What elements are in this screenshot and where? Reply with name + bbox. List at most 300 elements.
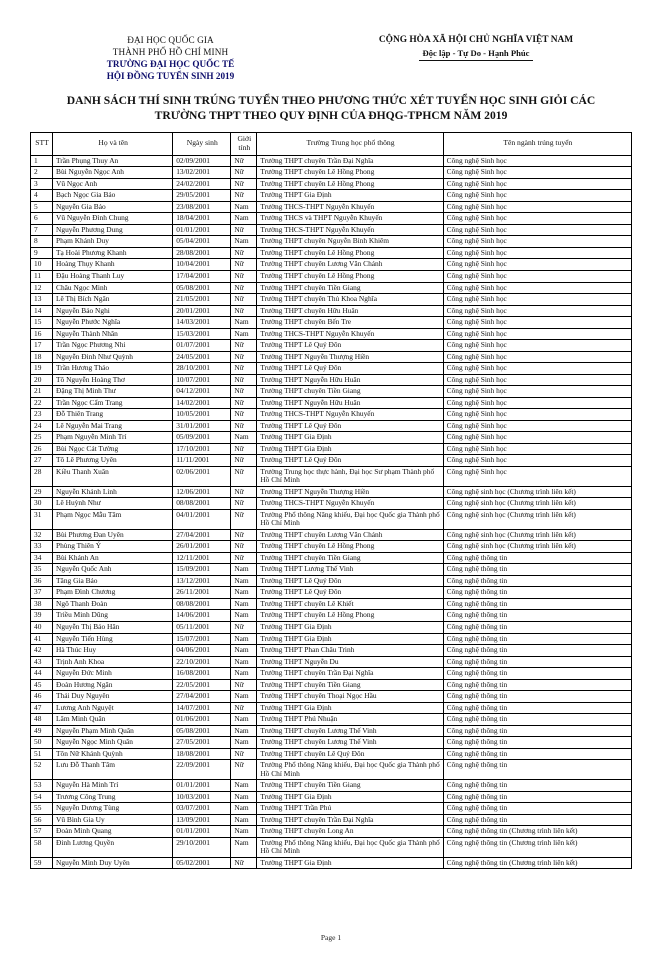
cell-high-school: Trường THPT Gia Định <box>257 443 443 455</box>
cell-high-school: Trường THCS-THPT Nguyễn Khuyến <box>257 409 443 421</box>
cell-admitted-major: Công nghệ thông tin (Chương trình liên kết) <box>443 857 631 869</box>
cell-date-of-birth: 17/04/2001 <box>173 271 231 283</box>
cell-date-of-birth: 28/08/2001 <box>173 247 231 259</box>
cell-date-of-birth: 15/03/2001 <box>173 328 231 340</box>
cell-admitted-major: Công nghệ Sinh học <box>443 282 631 294</box>
cell-full-name: Nguyễn Đức Minh <box>53 668 173 680</box>
table-row <box>31 529 632 541</box>
cell-stt: 21 <box>31 386 53 398</box>
page-title-line-2: TRƯỜNG THPT THEO QUY ĐỊNH CỦA ĐHQG-TPHCM NĂM 2019 <box>154 109 508 123</box>
cell-date-of-birth: 17/10/2001 <box>173 443 231 455</box>
cell-stt: 46 <box>31 691 53 703</box>
cell-stt: 51 <box>31 748 53 760</box>
table-row <box>31 455 632 467</box>
cell-gender: Nữ <box>231 305 257 317</box>
cell-full-name: Lê Nguyễn Mai Trang <box>53 420 173 432</box>
header-line-national-university: ĐẠI HỌC QUỐC GIA <box>127 35 214 45</box>
cell-full-name: Phùng Thiên Ý <box>53 541 173 553</box>
cell-gender: Nữ <box>231 748 257 760</box>
table-row <box>31 213 632 225</box>
cell-full-name: Nguyễn Dương Tùng <box>53 803 173 815</box>
cell-gender: Nữ <box>231 397 257 409</box>
table-row <box>31 610 632 622</box>
cell-date-of-birth: 02/06/2001 <box>173 466 231 486</box>
cell-stt: 58 <box>31 837 53 857</box>
cell-high-school: Trường THPT chuyên Long An <box>257 826 443 838</box>
cell-admitted-major: Công nghệ Sinh học <box>443 386 631 398</box>
cell-high-school: Trường THPT Gia Định <box>257 857 443 869</box>
column-header-date-of-birth: Ngày sinh <box>173 132 231 155</box>
cell-admitted-major: Công nghệ thông tin <box>443 564 631 576</box>
cell-full-name: Lê Huỳnh Như <box>53 498 173 510</box>
cell-high-school: Trường THPT Nguyễn Hữu Huân <box>257 397 443 409</box>
cell-high-school: Trường THPT chuyên Thoại Ngọc Hầu <box>257 691 443 703</box>
cell-stt: 20 <box>31 374 53 386</box>
table-row <box>31 486 632 498</box>
cell-gender: Nữ <box>231 282 257 294</box>
cell-gender: Nữ <box>231 224 257 236</box>
cell-date-of-birth: 27/05/2001 <box>173 737 231 749</box>
cell-stt: 47 <box>31 702 53 714</box>
cell-admitted-major: Công nghệ Sinh học <box>443 328 631 340</box>
cell-admitted-major: Công nghệ thông tin <box>443 814 631 826</box>
header-national-motto-block <box>326 34 632 61</box>
cell-gender: Nam <box>231 575 257 587</box>
cell-gender: Nữ <box>231 190 257 202</box>
cell-stt: 38 <box>31 598 53 610</box>
cell-date-of-birth: 01/01/2001 <box>173 224 231 236</box>
cell-gender: Nữ <box>231 363 257 375</box>
cell-gender: Nam <box>231 814 257 826</box>
table-row <box>31 282 632 294</box>
cell-date-of-birth: 29/10/2001 <box>173 837 231 857</box>
cell-full-name: Lâm Minh Quân <box>53 714 173 726</box>
table-row <box>31 509 632 529</box>
cell-full-name: Bạch Ngọc Gia Bảo <box>53 190 173 202</box>
table-row <box>31 328 632 340</box>
cell-stt: 28 <box>31 466 53 486</box>
cell-high-school: Trường THPT Gia Định <box>257 190 443 202</box>
cell-high-school: Trường THPT Trần Phú <box>257 803 443 815</box>
cell-date-of-birth: 21/05/2001 <box>173 294 231 306</box>
table-row <box>31 236 632 248</box>
cell-full-name: Lương Anh Nguyệt <box>53 702 173 714</box>
cell-high-school: Trường THPT Gia Định <box>257 621 443 633</box>
cell-gender: Nữ <box>231 552 257 564</box>
cell-stt: 31 <box>31 509 53 529</box>
cell-admitted-major: Công nghệ thông tin <box>443 803 631 815</box>
cell-stt: 2 <box>31 167 53 179</box>
table-row <box>31 702 632 714</box>
cell-admitted-major: Công nghệ thông tin <box>443 610 631 622</box>
header-line-city: THÀNH PHỐ HỒ CHÍ MINH <box>112 47 229 58</box>
cell-full-name: Tăng Gia Bảo <box>53 575 173 587</box>
cell-date-of-birth: 13/02/2001 <box>173 167 231 179</box>
cell-full-name: Đậu Hoàng Thanh Luy <box>53 271 173 283</box>
cell-high-school: Trường THCS-THPT Nguyễn Khuyến <box>257 201 443 213</box>
cell-admitted-major: Công nghệ sinh học (Chương trình liên kết) <box>443 529 631 541</box>
header-line-university: TRƯỜNG ĐẠI HỌC QUỐC TẾ <box>106 59 235 70</box>
cell-full-name: Nguyễn Hà Minh Trí <box>53 780 173 792</box>
cell-stt: 36 <box>31 575 53 587</box>
cell-full-name: Châu Ngọc Minh <box>53 282 173 294</box>
cell-high-school: Trường Phổ thông Năng khiếu, Đại học Quốc gia Thành phố Hồ Chí Minh <box>257 837 443 857</box>
cell-full-name: Phạm Ngọc Mẫu Tâm <box>53 509 173 529</box>
cell-stt: 22 <box>31 397 53 409</box>
cell-high-school: Trường THPT Lê Quý Đôn <box>257 587 443 599</box>
table-row <box>31 575 632 587</box>
document-header <box>30 34 632 83</box>
cell-date-of-birth: 04/12/2001 <box>173 386 231 398</box>
cell-gender: Nữ <box>231 455 257 467</box>
cell-full-name: Nguyễn Thành Nhân <box>53 328 173 340</box>
cell-high-school: Trường THPT chuyên Tiền Giang <box>257 386 443 398</box>
cell-high-school: Trường THPT chuyên Trần Đại Nghĩa <box>257 814 443 826</box>
cell-stt: 55 <box>31 803 53 815</box>
cell-admitted-major: Công nghệ Sinh học <box>443 317 631 329</box>
cell-gender: Nữ <box>231 271 257 283</box>
cell-gender: Nữ <box>231 420 257 432</box>
cell-gender: Nam <box>231 737 257 749</box>
cell-stt: 29 <box>31 486 53 498</box>
cell-stt: 27 <box>31 455 53 467</box>
cell-gender: Nam <box>231 564 257 576</box>
cell-date-of-birth: 23/08/2001 <box>173 201 231 213</box>
cell-gender: Nam <box>231 668 257 680</box>
cell-gender: Nữ <box>231 857 257 869</box>
header-country-name: CỘNG HÒA XÃ HỘI CHỦ NGHĨA VIỆT NAM <box>378 35 574 45</box>
cell-full-name: Lưu Đỗ Thanh Tâm <box>53 760 173 780</box>
cell-high-school: Trường THPT Gia Định <box>257 432 443 444</box>
cell-stt: 16 <box>31 328 53 340</box>
cell-high-school: Trường THPT chuyên Lê Hồng Phong <box>257 167 443 179</box>
cell-gender: Nữ <box>231 498 257 510</box>
cell-admitted-major: Công nghệ Sinh học <box>443 213 631 225</box>
cell-admitted-major: Công nghệ thông tin (Chương trình liên kết) <box>443 837 631 857</box>
cell-full-name: Trần Ngọc Phương Nhi <box>53 340 173 352</box>
cell-gender: Nam <box>231 826 257 838</box>
cell-full-name: Đặng Thị Minh Thư <box>53 386 173 398</box>
cell-admitted-major: Công nghệ thông tin <box>443 656 631 668</box>
cell-gender: Nam <box>231 645 257 657</box>
table-row <box>31 155 632 167</box>
column-header-admitted-major: Tên ngành trúng tuyển <box>443 132 631 155</box>
cell-stt: 34 <box>31 552 53 564</box>
cell-high-school: Trường THPT chuyên Lê Hồng Phong <box>257 178 443 190</box>
table-row <box>31 201 632 213</box>
cell-full-name: Phạm Khánh Duy <box>53 236 173 248</box>
cell-admitted-major: Công nghệ sinh học (Chương trình liên kết) <box>443 498 631 510</box>
admitted-candidates-table <box>30 132 632 869</box>
table-row <box>31 668 632 680</box>
cell-full-name: Nguyễn Thị Bảo Hân <box>53 621 173 633</box>
cell-date-of-birth: 14/07/2001 <box>173 702 231 714</box>
cell-stt: 12 <box>31 282 53 294</box>
cell-date-of-birth: 03/07/2001 <box>173 803 231 815</box>
cell-gender: Nữ <box>231 760 257 780</box>
cell-gender: Nam <box>231 201 257 213</box>
cell-high-school: Trường THPT chuyên Nguyễn Bỉnh Khiêm <box>257 236 443 248</box>
cell-date-of-birth: 04/06/2001 <box>173 645 231 657</box>
cell-admitted-major: Công nghệ Sinh học <box>443 305 631 317</box>
cell-gender: Nam <box>231 725 257 737</box>
cell-date-of-birth: 05/08/2001 <box>173 282 231 294</box>
cell-date-of-birth: 01/06/2001 <box>173 714 231 726</box>
cell-full-name: Phạm Đình Chương <box>53 587 173 599</box>
cell-gender: Nữ <box>231 386 257 398</box>
table-row <box>31 621 632 633</box>
cell-high-school: Trường THPT Lê Quý Đôn <box>257 363 443 375</box>
cell-stt: 41 <box>31 633 53 645</box>
cell-admitted-major: Công nghệ Sinh học <box>443 190 631 202</box>
cell-stt: 19 <box>31 363 53 375</box>
cell-high-school: Trường THPT chuyên Tiền Giang <box>257 552 443 564</box>
table-row <box>31 857 632 869</box>
cell-gender: Nữ <box>231 259 257 271</box>
cell-gender: Nữ <box>231 178 257 190</box>
column-header-high-school: Trường Trung học phổ thông <box>257 132 443 155</box>
table-row <box>31 167 632 179</box>
cell-date-of-birth: 10/07/2001 <box>173 374 231 386</box>
cell-date-of-birth: 11/11/2001 <box>173 455 231 467</box>
cell-admitted-major: Công nghệ Sinh học <box>443 443 631 455</box>
cell-full-name: Đinh Lương Quyền <box>53 837 173 857</box>
cell-admitted-major: Công nghệ Sinh học <box>443 455 631 467</box>
cell-gender: Nam <box>231 691 257 703</box>
cell-high-school: Trường THPT chuyên Lê Hồng Phong <box>257 541 443 553</box>
cell-high-school: Trường THPT chuyên Lê Quý Đôn <box>257 748 443 760</box>
cell-full-name: Trịnh Anh Khoa <box>53 656 173 668</box>
cell-high-school: Trường THPT chuyên Thủ Khoa Nghĩa <box>257 294 443 306</box>
cell-full-name: Bùi Phương Đan Uyên <box>53 529 173 541</box>
header-organization-block <box>30 34 303 83</box>
cell-date-of-birth: 15/07/2001 <box>173 633 231 645</box>
cell-date-of-birth: 02/09/2001 <box>173 155 231 167</box>
cell-high-school: Trường THPT Nguyễn Thượng Hiền <box>257 351 443 363</box>
cell-full-name: Nguyễn Gia Bảo <box>53 201 173 213</box>
table-row <box>31 363 632 375</box>
cell-gender: Nam <box>231 791 257 803</box>
table-row <box>31 247 632 259</box>
cell-gender: Nam <box>231 317 257 329</box>
cell-admitted-major: Công nghệ thông tin <box>443 702 631 714</box>
cell-stt: 4 <box>31 190 53 202</box>
cell-full-name: Nguyễn Minh Duy Uyên <box>53 857 173 869</box>
cell-gender: Nam <box>231 714 257 726</box>
table-row <box>31 259 632 271</box>
cell-full-name: Nguyễn Phương Dung <box>53 224 173 236</box>
cell-date-of-birth: 18/04/2001 <box>173 213 231 225</box>
cell-stt: 7 <box>31 224 53 236</box>
cell-full-name: Nguyễn Ngọc Minh Quân <box>53 737 173 749</box>
header-line-admission-council: HỘI ĐỒNG TUYỂN SINH 2019 <box>106 71 235 82</box>
cell-stt: 44 <box>31 668 53 680</box>
cell-full-name: Triều Minh Dũng <box>53 610 173 622</box>
cell-stt: 13 <box>31 294 53 306</box>
cell-gender: Nam <box>231 633 257 645</box>
cell-gender: Nữ <box>231 486 257 498</box>
cell-stt: 59 <box>31 857 53 869</box>
cell-gender: Nữ <box>231 529 257 541</box>
cell-stt: 40 <box>31 621 53 633</box>
cell-date-of-birth: 08/08/2001 <box>173 598 231 610</box>
cell-date-of-birth: 31/01/2001 <box>173 420 231 432</box>
cell-date-of-birth: 10/04/2001 <box>173 259 231 271</box>
cell-full-name: Tô Lê Phương Uyên <box>53 455 173 467</box>
cell-stt: 57 <box>31 826 53 838</box>
cell-full-name: Nguyễn Bảo Nghi <box>53 305 173 317</box>
cell-full-name: Hoàng Thụy Khanh <box>53 259 173 271</box>
cell-admitted-major: Công nghệ thông tin <box>443 714 631 726</box>
cell-high-school: Trường THPT Nguyễn Hữu Huân <box>257 374 443 386</box>
cell-date-of-birth: 26/01/2001 <box>173 541 231 553</box>
cell-admitted-major: Công nghệ Sinh học <box>443 409 631 421</box>
cell-admitted-major: Công nghệ Sinh học <box>443 178 631 190</box>
cell-high-school: Trường Phổ thông Năng khiếu, Đại học Quốc gia Thành phố Hồ Chí Minh <box>257 760 443 780</box>
cell-full-name: Nguyễn Khánh Linh <box>53 486 173 498</box>
cell-high-school: Trường THPT chuyên Hữu Huân <box>257 305 443 317</box>
cell-admitted-major: Công nghệ thông tin <box>443 737 631 749</box>
cell-admitted-major: Công nghệ Sinh học <box>443 259 631 271</box>
cell-admitted-major: Công nghệ thông tin <box>443 621 631 633</box>
cell-gender: Nữ <box>231 443 257 455</box>
cell-admitted-major: Công nghệ thông tin <box>443 552 631 564</box>
cell-stt: 42 <box>31 645 53 657</box>
cell-admitted-major: Công nghệ thông tin <box>443 645 631 657</box>
cell-admitted-major: Công nghệ sinh học (Chương trình liên kết) <box>443 509 631 529</box>
table-row <box>31 409 632 421</box>
cell-high-school: Trường THPT Phú Nhuận <box>257 714 443 726</box>
table-row <box>31 803 632 815</box>
cell-gender: Nam <box>231 780 257 792</box>
cell-admitted-major: Công nghệ sinh học (Chương trình liên kết) <box>443 541 631 553</box>
cell-admitted-major: Công nghệ thông tin <box>443 780 631 792</box>
page-number: Page 1 <box>320 933 342 942</box>
cell-high-school: Trường THPT Gia Định <box>257 702 443 714</box>
cell-high-school: Trường THPT Nguyễn Du <box>257 656 443 668</box>
cell-high-school: Trường THPT Lê Quý Đôn <box>257 420 443 432</box>
page-title <box>48 93 614 124</box>
cell-full-name: Đoàn Minh Quang <box>53 826 173 838</box>
cell-date-of-birth: 14/06/2001 <box>173 610 231 622</box>
cell-stt: 5 <box>31 201 53 213</box>
cell-date-of-birth: 14/03/2001 <box>173 317 231 329</box>
cell-stt: 15 <box>31 317 53 329</box>
cell-high-school: Trường THPT chuyên Trần Đại Nghĩa <box>257 155 443 167</box>
cell-full-name: Tạ Hoài Phương Khanh <box>53 247 173 259</box>
cell-admitted-major: Công nghệ Sinh học <box>443 420 631 432</box>
cell-admitted-major: Công nghệ thông tin <box>443 748 631 760</box>
cell-full-name: Vũ Ngọc Anh <box>53 178 173 190</box>
cell-admitted-major: Công nghệ thông tin <box>443 725 631 737</box>
cell-gender: Nữ <box>231 340 257 352</box>
cell-date-of-birth: 24/02/2001 <box>173 178 231 190</box>
table-header-row <box>31 132 632 155</box>
cell-gender: Nam <box>231 213 257 225</box>
table-row <box>31 305 632 317</box>
cell-full-name: Nguyễn Tiến Hùng <box>53 633 173 645</box>
cell-date-of-birth: 04/01/2001 <box>173 509 231 529</box>
cell-date-of-birth: 22/10/2001 <box>173 656 231 668</box>
table-row <box>31 351 632 363</box>
cell-stt: 32 <box>31 529 53 541</box>
cell-high-school: Trường THPT chuyên Trần Đại Nghĩa <box>257 668 443 680</box>
cell-high-school: Trường THPT chuyên Lương Văn Chánh <box>257 529 443 541</box>
cell-full-name: Tôn Nữ Khánh Quỳnh <box>53 748 173 760</box>
cell-date-of-birth: 20/01/2001 <box>173 305 231 317</box>
cell-stt: 17 <box>31 340 53 352</box>
cell-stt: 53 <box>31 780 53 792</box>
table-row <box>31 780 632 792</box>
cell-date-of-birth: 27/04/2001 <box>173 529 231 541</box>
table-row <box>31 190 632 202</box>
table-row <box>31 317 632 329</box>
cell-high-school: Trường THPT Lê Quý Đôn <box>257 340 443 352</box>
cell-admitted-major: Công nghệ Sinh học <box>443 466 631 486</box>
cell-gender: Nam <box>231 587 257 599</box>
table-row <box>31 714 632 726</box>
table-row <box>31 645 632 657</box>
cell-date-of-birth: 10/05/2001 <box>173 409 231 421</box>
cell-date-of-birth: 12/11/2001 <box>173 552 231 564</box>
cell-high-school: Trường THPT Lương Thế Vinh <box>257 564 443 576</box>
cell-gender: Nữ <box>231 509 257 529</box>
cell-date-of-birth: 29/05/2001 <box>173 190 231 202</box>
cell-date-of-birth: 01/01/2001 <box>173 826 231 838</box>
cell-stt: 10 <box>31 259 53 271</box>
cell-gender: Nam <box>231 236 257 248</box>
column-header-gender: Giới tính <box>231 132 257 155</box>
cell-gender: Nữ <box>231 351 257 363</box>
cell-gender: Nữ <box>231 409 257 421</box>
cell-high-school: Trường THCS-THPT Nguyễn Khuyến <box>257 328 443 340</box>
cell-stt: 14 <box>31 305 53 317</box>
cell-admitted-major: Công nghệ thông tin <box>443 587 631 599</box>
cell-date-of-birth: 10/03/2001 <box>173 791 231 803</box>
cell-stt: 48 <box>31 714 53 726</box>
cell-stt: 39 <box>31 610 53 622</box>
page-title-line-1: DANH SÁCH THÍ SINH TRÚNG TUYỂN THEO PHƯƠNG THỨC XÉT TUYỂN HỌC SINH GIỎI CÁC <box>66 93 596 107</box>
table-row <box>31 224 632 236</box>
cell-full-name: Nguyễn Phước Nghĩa <box>53 317 173 329</box>
cell-stt: 25 <box>31 432 53 444</box>
cell-full-name: Bùi Ngọc Cát Tường <box>53 443 173 455</box>
cell-admitted-major: Công nghệ Sinh học <box>443 340 631 352</box>
cell-full-name: Hà Thúc Huy <box>53 645 173 657</box>
cell-high-school: Trường THPT chuyên Lê Hồng Phong <box>257 610 443 622</box>
cell-full-name: Lê Thị Bích Ngân <box>53 294 173 306</box>
cell-date-of-birth: 16/08/2001 <box>173 668 231 680</box>
cell-full-name: Đoàn Hương Ngân <box>53 679 173 691</box>
cell-stt: 37 <box>31 587 53 599</box>
cell-stt: 33 <box>31 541 53 553</box>
cell-date-of-birth: 27/04/2001 <box>173 691 231 703</box>
table-row <box>31 691 632 703</box>
cell-gender: Nam <box>231 598 257 610</box>
cell-date-of-birth: 22/09/2001 <box>173 760 231 780</box>
table-row <box>31 271 632 283</box>
cell-admitted-major: Công nghệ Sinh học <box>443 155 631 167</box>
table-row <box>31 679 632 691</box>
cell-admitted-major: Công nghệ Sinh học <box>443 247 631 259</box>
cell-admitted-major: Công nghệ Sinh học <box>443 294 631 306</box>
cell-stt: 49 <box>31 725 53 737</box>
cell-stt: 3 <box>31 178 53 190</box>
table-row <box>31 633 632 645</box>
cell-high-school: Trường THPT Nguyễn Thượng Hiền <box>257 486 443 498</box>
cell-high-school: Trường THPT Gia Định <box>257 633 443 645</box>
cell-gender: Nữ <box>231 247 257 259</box>
